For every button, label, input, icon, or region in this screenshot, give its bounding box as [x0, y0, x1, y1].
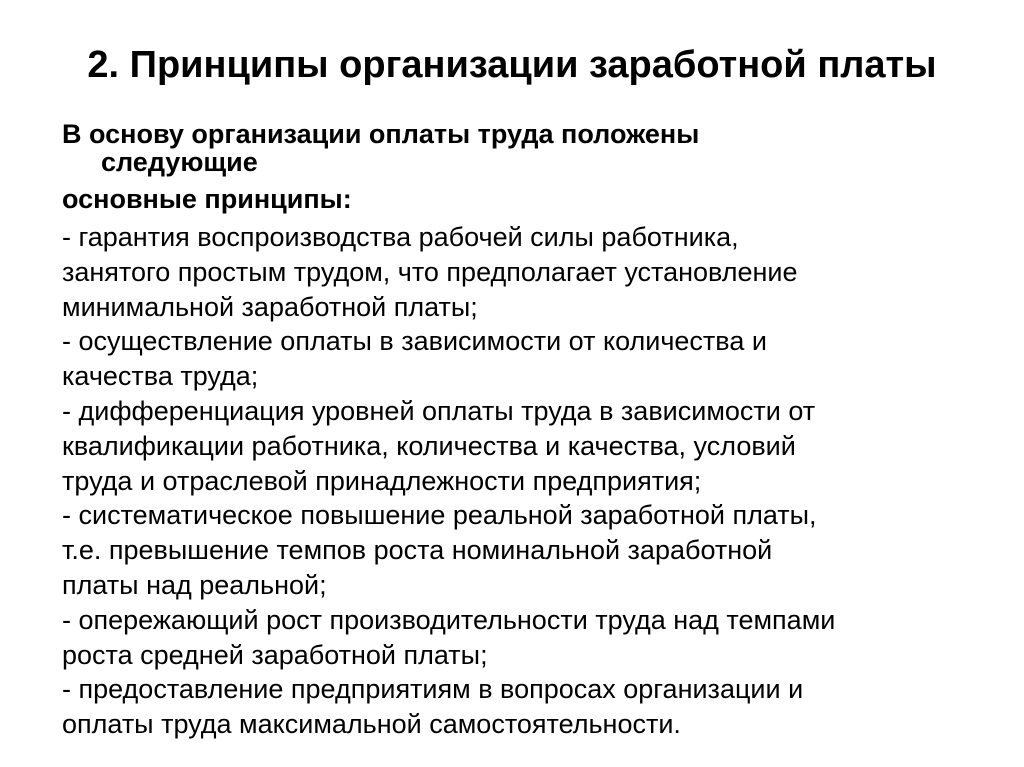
intro-line: следующие: [101, 147, 258, 177]
principle-line: - систематическое повышение реальной заработной платы,: [62, 500, 817, 531]
principle-line: труда и отраслевой принадлежности предприятия;: [62, 465, 702, 496]
principle-line: т.е. превышение темпов роста номинальной заработной: [62, 535, 773, 566]
principles-list: [62, 220, 1002, 742]
principle-item: [62, 603, 1002, 673]
principle-item: [62, 394, 1002, 498]
principle-line: - осуществление оплаты в зависимости от количества и: [62, 326, 767, 357]
principle-line: - опережающий рост производительности труда над темпами: [62, 604, 836, 635]
principle-item: [62, 672, 1002, 742]
principle-line: - гарантия воспроизводства рабочей силы работника,: [62, 222, 739, 252]
principle-item: [62, 324, 1002, 394]
principle-line: платы над реальной;: [62, 569, 327, 600]
principle-line: роста средней заработной платы;: [62, 639, 488, 670]
principle-line: - предоставление предприятиям в вопросах организации и: [62, 674, 804, 705]
principle-item: [62, 498, 1002, 602]
principle-line: минимальной заработной платы;: [62, 291, 478, 322]
intro-line: В основу организации оплаты труда положены: [62, 119, 700, 149]
principle-line: - дифференциация уровней оплаты труда в зависимости от: [62, 395, 816, 426]
principle-item: [62, 220, 1002, 324]
principle-line: оплаты труда максимальной самостоятельности.: [62, 709, 681, 740]
principle-line: квалификации работника, количества и качества, условий: [62, 430, 796, 461]
principle-line: занятого простым трудом, что предполагает установление: [62, 256, 798, 287]
slide-title: 2. Принципы организации заработной платы: [87, 44, 937, 86]
principle-line: качества труда;: [62, 361, 259, 392]
slide-body: [62, 120, 1002, 742]
intro-line: основные принципы:: [62, 184, 352, 214]
